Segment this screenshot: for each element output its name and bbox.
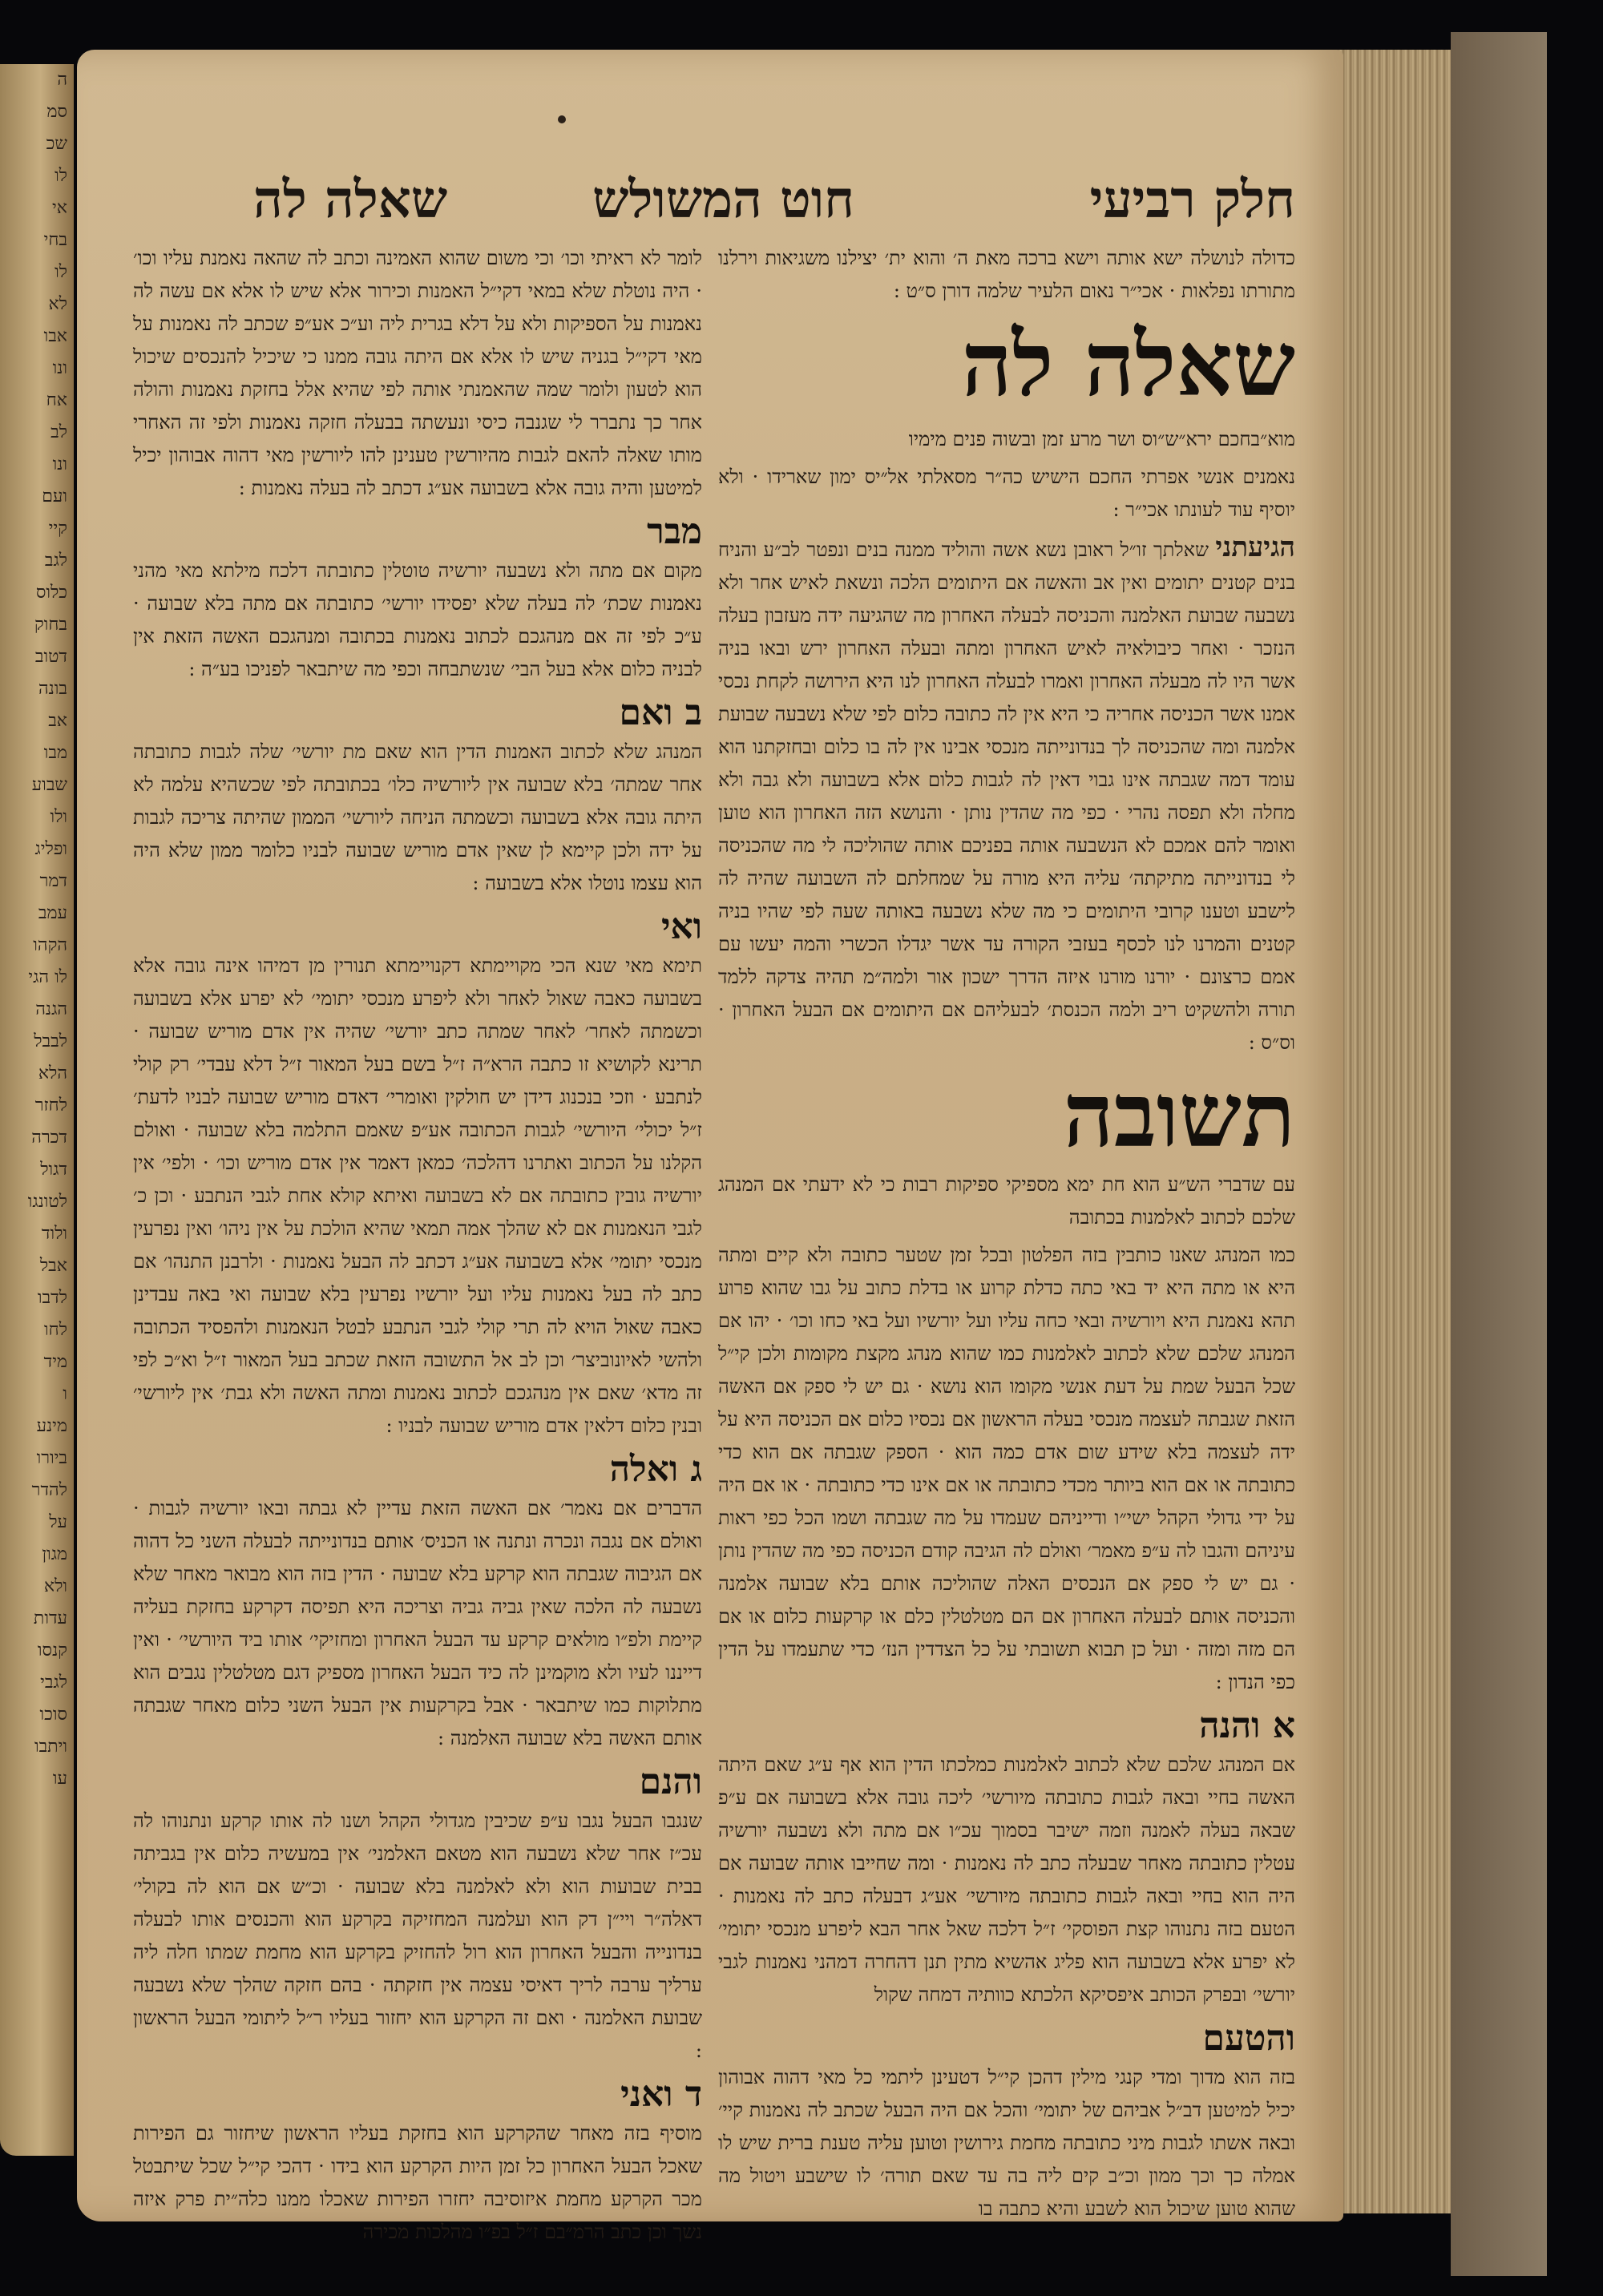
section-heading-a: א והנה: [1199, 1705, 1295, 1746]
facing-page-fragment: לגב: [44, 551, 67, 571]
section-a-text: אם המנהג שלכם שלא לכתוב לאלמנות כמלכתו הדין הוא אף ע״ג שאם היתה האשה בחיי ובאה לגבות כתובתה מיורשי׳ ליכה גובה אלא בשבועה אם ע״פ שבאה בעלה לאמנה וזמה ישיבר בסמוך עכ״ו אם מתה ולא נשבעה יורשיה עטלין כתובתה מאחר שבעלה כתב לה נאמנות · ומה שחייבו אותה שבועה אם היה הוא בחיי ובאה לגבות כתובתה מיורשי׳ אע״ג דבעלה כתב לה נאמנות · הטעם בזה נתנוהו קצת הפוסקי׳ ז״ל דלכה שאל אחר הבא ליפרע מנכסי יתומי׳ לא יפרע אלא בשבועה הוא פליג אהשיא מתין תנן דהחרה דמהני נאמנות לגבי יורשי׳ ובפרק הכותב איפסיקא הלכתא כוותיה דמחה שקול: [718, 1753, 1295, 2006]
facing-page-fragment: דכרה: [31, 1128, 67, 1148]
facing-page-fragment: לו הגי: [28, 967, 67, 987]
facing-page-fragment: להדר: [31, 1480, 67, 1500]
facing-page-fragment: ונו: [52, 454, 67, 474]
question-lead-word: הגיעתני: [1215, 531, 1295, 563]
left-top-paragraph: לומר לא ראיתי וכו׳ וכי משום שהוא האמינה וכתב לה שהאה נאמנת עליו וכו׳ · היה נוטלת שלא במאי דקי״ל האמנות וכירור אלא שיש לו אלא אם עשה לה נאמנות על הספיקות ולא על דלא בגרית ליה וע״כ אע״פ שכתב לה נאמנות על מאי דקי״ל בגניה שיש לו אלא אם היתה גובה ממנו כי שיכיל להנכסים שיכול הוא לטעון ולומר שמה שהאמנתי אותה לפי שהיא אלל בחזקת נאמנות והולה אחר כך נתברר לי שגנבה כיסי ונעשתה בבעלה חזקה נאמנות ולפי זה האחרי מותו שאלה להאם לגבות מהיורשין טענינן להו ליורשין מאי דהוה אבוהון יכיל למיטען והיה גובה אלא בשבועה אע״ג דכתב לה בעלה נאמנות :: [133, 247, 702, 499]
facing-page-fragment: ה: [57, 70, 67, 90]
facing-page-fragment: לדבו: [37, 1288, 67, 1308]
section-heading-6: ד ואני: [620, 2074, 702, 2115]
facing-page-fragment: אי: [52, 198, 67, 218]
facing-page-fragment: סמ: [46, 102, 67, 122]
section-1-text: מקום אם מתה ולא נשבעה יורשיה טוטלין כתובתה דלכח מילתא מאי מהני נאמנות שכת׳ לה בעלה שלא יפסידו יורשי׳ כתובתה אם מתה בלא שבועה · ע״כ לפי זה אם מנהגכם לכתוב נאמנות בכתובה ומנהגכם האשה הזאת אין לבניה כלום אלא בעל הבי׳ שנשתבחה וכפי מה שיתבאר לפניכו בע״ה :: [133, 559, 702, 680]
book-cover-board: [1451, 32, 1547, 2276]
facing-page-fragment: אח: [46, 390, 67, 410]
left-text-column: [133, 242, 702, 2254]
facing-page-fragment: עדות: [33, 1608, 67, 1628]
facing-page-fragment: הגנה: [35, 999, 67, 1019]
header-question-number: שאלה לה: [253, 170, 448, 230]
facing-page-fragment: לחזר: [34, 1096, 67, 1116]
section-6-text: מוסיף בזה מאחר שהקרקע הוא בחזקת בעליו הראשון שיחזור גם הפירות שאכל הבעל האחרון כל זמן היות הקרקע הוא בידו · דהכי קי״ל שכל שיתבטל מכר הקרקע מחמת איזוסיבה יחזרו הפירות שאכלו ממנו כלה״ית פרק איזה נשך וכן כתב הרמ״בם ז״ל בפ״ו מהלכות מכירה: [133, 2122, 702, 2243]
facing-page-fragment: לב: [50, 422, 67, 442]
page-fore-edge: [1339, 50, 1451, 2213]
facing-page-fragment: ויתבו: [34, 1737, 67, 1757]
header-book-title: חוט המשולש: [592, 170, 854, 230]
facing-page-fragment: עו: [52, 1769, 67, 1789]
section-reason-text: בזה הוא מדוך ומדי קנגי מילין דהכן קי״ל דטעינן ליתמי כל מאי דהוה אבוהון יכיל למיטען דב״ל אביהם של יתומי׳ והכל אם היה הבעל שכתב לה נאמנות קיי׳ ובאה אשתו לגבות מיני כתובתה מחמת גירושין וטוען עליה טענת ברית שיש לו אמלה כך וכך ממון וכ״ב קים ליה בה עד שאם תורה׳ לו שישבע ויטול מה שהוא טוען שיכול הוא לשבע והיא כתבה בו: [718, 2066, 1295, 2220]
running-header: [77, 170, 1343, 242]
question-text: שאלתך זו״ל ראובן נשא אשה והוליד ממנה בנים ונפטר לב״ע והניח בנים קטנים יתומים ואין אב והאשה אם היתומים הלכה ונשאת לאיש אחר ולא נשבעה שבועת האלמנה והכניסה לבעלה האחרון מה שהגיעה ידה מעזבון בעלה הנזכר · ואחר כיבולאיה לאיש האחרון ומתה ובעלה האחרון ירש ובאו בניה אשר היו לה מבעלה האחרון ואמרו לבעלה האחרון לנו היא הירושה לקחת נכסי אמנו אשר הכניסה אחריה כי היא אין לה כתובה כלום לפי שלא נשבעה שבועת אלמנה ומה שהכניסה לך בנדונייתה מנכסי אבינו אין לה בו כלום ובחזקתנו הוא עומד דמה שגבתה אינו גבוי דאין לה לגבות כלום אלא בשבועה ולא גבה ולא מחלה ולא תפסה נהרי · כפי מה שהדין נותן · והנושא הזה האחרון הוא טוען ואומר להם אמכם לא הנשבעה אותה בפניכם אותה שהוליכה לי מה שהכניסה לי בנדונייתה מתיקתה׳ עליה היא מורה על שמחלתם לה השבועה שהיה לה לישבע וטענו קרובי היתומים כי מה שלא נשבעה באותה שעה לפי שהיו בניה קטנים והמרנו לנו לכסף בעזבי הקורה עד אשר יגדלו הכשרי והמה יעשו עם אמם כרצונם · יורנו מורנו איזה הדרך ישכון אור ולמה״מ תהיה צדקה ללמד תורה ולהשקיט ריב ולמה הכנסת׳ לבעליהם אם היתומים אם הבעל האחרון · וס״ס :: [718, 539, 1296, 1054]
question-paragraph: [718, 531, 1295, 1059]
facing-page-fragment: דגול: [40, 1160, 67, 1180]
facing-page-fragment: הקהו: [33, 935, 67, 955]
facing-page-fragment: קיי: [48, 519, 67, 539]
facing-page-text: [2, 64, 67, 1795]
answer-paragraph: כמו המנהג שאנו כותבין בזה הפלטון ובכל זמן שטער כתובה ולא קיים ומתה היא או מתה היא יד באי כתה כדלת קרוע או בדלת כתוב על גבו שהוא פרוע תהא נאמנת היא ויורשיה ובאי כחה עליו ועל יורשיו ועל באי כחו וכו׳ · יהו אם המנהג שלכם שלא לכתוב לאלמנות כמו שהוא מנהג מקצת מקומות ולכן קי״ל שכל הבעל שמת על דעת אנשי מקומו הוא נושא · גם יש לי ספק אם האשה הזאת שגבתה לעצמה מנכסי בעלה הראשון אם נכסיו כלום אם הכניסה היא על ידה לעצמה בלא שידע שום אדם כמה הוא · הספק שגבתה אם הוא כדי כתובתה או אם הוא ביותר מכדי כתובתה או אם אינו כדי כתובתה · או אם היה על ידי גדולי הקהל ישי״ו ודייניהם שעמדו על מה שגבתה ושמו הכל כפי ראות עיניהם והגבו לה ע״פ מאמר׳ ואולם לה הגיבה קודם הכניסה כפי מה שהדין נותן · גם יש לי ספק אם הנכסים האלה שהוליכה אותם בלא שבועה אלמנה והכניסה אותם לבעלה האחרון אם הם מטלטלין כלם או קרקעות כלום או אם הם מזה ומזה · ועל כן תבוא תשובתי על כל הצדדין הנז׳ כדי שתעמדו על הדין כפי הנדון :: [718, 1244, 1296, 1693]
opening-paragraph: נאמנים אנשי אפרתי החכם הישיש כה״ר מסאלתי אל״יס ימון שארידו · ולא יוסיף עוד לעונתו אכי״ר :: [718, 466, 1295, 521]
answer-side-note: עם שדברי הש״ע הוא חת ימא מספיקי ספיקות רבות כי לא ידעתי אם המנהג שלכם לכתוב לאלמנות בכתובה: [718, 1173, 1295, 1229]
facing-page-fragment: לו: [55, 166, 67, 186]
facing-page-fragment: ועם: [42, 486, 67, 506]
section-heading-3: ואי: [660, 906, 702, 947]
facing-page-fragment: לטונגו: [27, 1192, 67, 1212]
facing-page-fragment: מינע: [36, 1416, 67, 1436]
facing-page-fragment: סוכו: [39, 1705, 67, 1725]
facing-page-fragment: מיד: [43, 1352, 67, 1372]
facing-page-fragment: עמב: [38, 903, 67, 923]
facing-page-fragment: כלוס: [35, 583, 67, 603]
section-heading-1: מבר: [647, 511, 702, 552]
facing-page-fragment: קנסו: [37, 1640, 67, 1660]
facing-page-fragment: ונו: [52, 358, 67, 378]
section-heading-4: ג ואלה: [609, 1449, 702, 1490]
facing-page-fragment: שבוע: [31, 775, 67, 795]
facing-page-fragment: ולא: [43, 1576, 67, 1596]
facing-page-fragment: מבו: [43, 743, 67, 763]
facing-page-fragment: לחו: [44, 1320, 67, 1340]
facing-page-fragment: על: [49, 1512, 67, 1532]
title-side-note: מוא״בחכם ירא״ש״וס ושר מרע זמן ובשוה פנים מימיו: [908, 428, 1295, 450]
facing-page-fragment: ולו: [50, 807, 67, 827]
header-part-label: חלק רביעי: [1089, 170, 1295, 230]
section-2-text: המנהג שלא לכתוב האמנות הדין הוא שאם מת יורשי׳ שלה לגבות כתובתה אחר שמתה׳ בלא שבועה אין ליורשיה כלו׳ בכתובתה לפי שכשהיא עלמה לא היתה גובה אלא בשבועה וכשמתה הניחה ליורשי׳ הממון שהיתה צריכה לגבות על ידה ולכן קיימא לן שאין אדם מוריש שבועה לבניו כלומר ממון שלא היה הוא עצמו נוטלו אלא בשבועה :: [133, 740, 703, 894]
facing-page-fragment: הלא: [38, 1063, 67, 1083]
section-heading-5: והנם: [639, 1761, 702, 1802]
facing-page-fragment: ופליג: [34, 839, 67, 859]
facing-page-fragment: אב: [48, 711, 67, 731]
section-3-text: תימא מאי שנא הכי מקויימתא דקנויימתא תנורין מן דמיהו אינה גובה אלא בשבועה כאבה שאול לאחר ולא ליפרע מנכסי יתומי׳ לא יפרע אלא בשבועה וכשמתה לאחר׳ לאחר שמתה כתב יורשי׳ שהיה אין אדם מוריש שבועה · תרינא לקושיא זו כתבה הרא״ה ז״ל בשם בעל המאור ז״ל דלא עבדי׳ רק קולי לנתבע · וזכי בנכנוג דידן יש חולקין ואומרי׳ דאדם מוריש שבועה לבניו לדעת׳ ז״ל יכולי׳ היורשי׳ לגבות הכתובה אע״פ שאמם התלמה בלא שבועה · ואולם הקלנו על הכתוב ואתרנו דהלכה׳ כמאן דאמר אין אדם מוריש וכו׳ · ולפי׳ אין יורשיה גובין כתובתה אם לא בשבועה ואיתא קולא אחת לגבי הנתבע · וכן כ׳ לגבי הנאמנות אם לא שהלך אמה תמאי שהיא הולכת על אין ניהו׳ ואין נפרעין מנכסי יתומי׳ אלא בשבועה אע״ג דכתב לה הבעל נאמנות · ולרבנן התנהו׳ אם כתב לה בעל נאמנות עליו ועל יורשיו נפרעין בלא שבועה ואי באה עבדינן כאבה שאול הויא לה תרי קולי לגבי הנתבע לבטל הנאמנות ולהפסיד הכתובה ולהשי לאיונוביצר׳ וכן לב אל התשובה הזאת שכתב בעל המאור ז״ל וא״כ לפי זה מדא׳ שאם אין מנהגכם לכתוב נאמנות ומתה האשה ולא גבת׳ אין ליורשי׳ ובנין כלום דלאין אדם מוריש שבועה לבניו :: [133, 954, 703, 1437]
section-heading-2: ב ואם: [619, 692, 702, 733]
facing-page-fragment: לבבל: [34, 1031, 67, 1051]
facing-page-fragment: לו: [55, 262, 67, 282]
facing-page-fragment: ו: [63, 1384, 67, 1404]
facing-page-fragment: בחוק: [34, 615, 67, 635]
right-text-column: [718, 242, 1295, 2230]
facing-page-fragment: לגבי: [40, 1673, 67, 1693]
intro-paragraph: כדולה לנושלה ישא אותה וישא ברכה מאת ה׳ והוא ית׳ יצילנו משגיאות וירלנו מתורתו נפלאות · אכי״ר נאום הלעיר שלמה דורן ס״ט :: [718, 247, 1295, 302]
facing-page-fragment: אבל: [39, 1256, 67, 1276]
facing-page-fragment: בונה: [38, 679, 67, 699]
facing-page-edge: [0, 64, 74, 2156]
facing-page-fragment: בחי: [43, 230, 67, 250]
facing-page-fragment: דטוב: [34, 647, 67, 667]
book-page: [77, 50, 1343, 2243]
question-title: שאלה לה: [961, 313, 1295, 416]
section-heading-reason: והטעם: [1202, 2018, 1295, 2059]
facing-page-fragment: אבו: [43, 326, 67, 346]
facing-page-fragment: לא: [48, 294, 67, 314]
page-hole: [558, 115, 566, 123]
facing-page-fragment: דמר: [39, 871, 67, 891]
section-5-text: שנגבו הבעל נגבו ע״פ שכיבין מגדולי הקהל ושנו לה אותו קרקע ונתנוהו לה עכ״ז אחר שלא נשבעה הוא מטאם האלמני׳ אין במעשיה כלום אין בגביתה בבית שבועות הוא ולא לאלמנה בלא שבועה · וכ״ש אם הוא לה בקולי׳ דאלה״ר ויי״ן דק הוא ועלמנה המחזיקה בקרקע הוא והכנסים אותו לבעלה בנדונייה והבעל האחרון הוא רול להחזיק בקרקע הוא מחמת שמתו חלה ליה ערליך ערבה לריך דאיסי עצמה אין חזקתה · בהם חזקה שהלך שלא נשבעה שבועת האלמנה · ואם זה הקרקע הוא יחזור בעליו ר״ל ליתומי הבעל הראשון :: [133, 1810, 702, 2062]
facing-page-fragment: ולוד: [41, 1224, 67, 1244]
facing-page-fragment: מגון: [42, 1544, 67, 1564]
section-4-text: הדברים אם נאמר׳ אם האשה הזאת עדיין לא גבתה ובאו יורשיה לגבות · ואולם אם נגבה ונכרה ונתנה או הכניס׳ אותם בנדונייתה לבעלה השני כל דהוה אם הגיבוה שגבתה הוא קרקע בלא שבועה · הדין בזה הוא מבואר מאחר שלא נשבעה לה הלכה שאין גביה גביה וצריכה היא תפיסה דקרקע בחזקת בעליה קיימת ולפ״ו מולאים קרקע עד הבעל האחרון ומחזיקי׳ אותו ביד היורשי׳ · ואין דייננו לעיו ולא מוקמינן לה כיד הבעל האחרון מספיק דגם מטלטלין נגבים הוא מתלוקות כמו שיתבאר · אבל בקרקעות אין הבעל השני כלום מאחר שגבתה אותם האשה בלא שבועה האלמנה :: [133, 1497, 703, 1749]
answer-title: תשובה: [1063, 1063, 1295, 1167]
facing-page-fragment: שכ: [46, 134, 67, 154]
facing-page-fragment: ביורו: [36, 1448, 67, 1468]
